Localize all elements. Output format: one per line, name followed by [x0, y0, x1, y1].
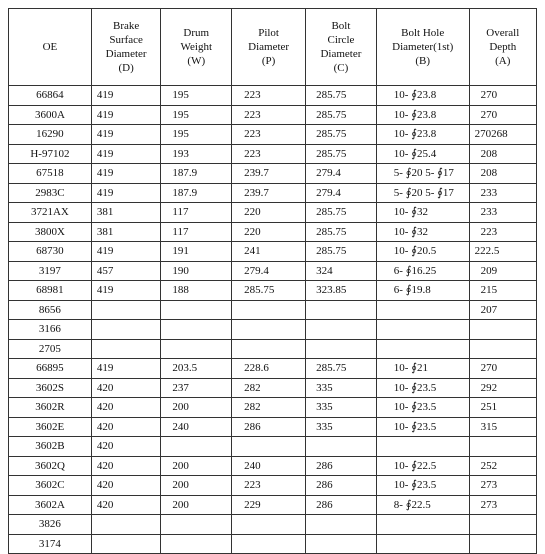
pilot-diameter-cell: 279.4	[232, 261, 306, 281]
bolt-circle-cell	[306, 515, 377, 535]
pilot-diameter-cell	[232, 515, 306, 535]
table-row	[9, 144, 537, 164]
table-row	[9, 476, 537, 496]
brake-surface-cell: 420	[91, 495, 161, 515]
oe-cell: 67518	[9, 164, 92, 184]
pilot-diameter-cell: 220	[232, 222, 306, 242]
brake-surface-cell: 419	[91, 242, 161, 262]
bolt-hole-cell: 6- ∮16.25	[376, 261, 469, 281]
pilot-diameter-cell	[232, 534, 306, 554]
overall-depth-cell	[469, 515, 536, 535]
overall-depth-cell: 252	[469, 456, 536, 476]
brake-surface-cell: 420	[91, 417, 161, 437]
overall-depth-cell: 270	[469, 359, 536, 379]
bolt-hole-cell	[376, 300, 469, 320]
bolt-circle-cell	[306, 300, 377, 320]
overall-depth-cell	[469, 320, 536, 340]
header-line: (A)	[495, 55, 511, 67]
header-line: (P)	[261, 55, 276, 67]
bolt-hole-cell: 10- ∮23.5	[376, 398, 469, 418]
bolt-hole-cell: 10- ∮23.5	[376, 417, 469, 437]
pilot-diameter-cell: 223	[232, 476, 306, 496]
pilot-diameter-cell: 223	[232, 125, 306, 145]
brake-surface-cell	[91, 339, 161, 359]
overall-depth-cell: 270	[469, 86, 536, 106]
bolt-circle-cell	[306, 437, 377, 457]
pilot-diameter-cell	[232, 437, 306, 457]
table-row	[9, 456, 537, 476]
bolt-circle-cell: 335	[306, 417, 377, 437]
header-line: (D)	[118, 62, 134, 74]
bolt-circle-cell: 279.4	[306, 164, 377, 184]
table-row	[9, 437, 537, 457]
drum-weight-cell	[161, 300, 232, 320]
drum-weight-cell: 200	[161, 495, 232, 515]
drum-weight-cell: 240	[161, 417, 232, 437]
bolt-hole-cell: 6- ∮19.8	[376, 281, 469, 301]
pilot-diameter-cell	[232, 300, 306, 320]
overall-depth-cell: 315	[469, 417, 536, 437]
bolt-hole-cell: 10- ∮23.5	[376, 378, 469, 398]
brake-surface-cell: 420	[91, 398, 161, 418]
bolt-hole-cell	[376, 437, 469, 457]
table-row	[9, 398, 537, 418]
oe-cell: H-97102	[9, 144, 92, 164]
oe-cell: 3602A	[9, 495, 92, 515]
overall-depth-cell: 222.5	[469, 242, 536, 262]
overall-depth-cell: 233	[469, 183, 536, 203]
table-row	[9, 534, 537, 554]
table-row	[9, 495, 537, 515]
pilot-diameter-cell: 239.7	[232, 183, 306, 203]
brake-surface-cell	[91, 534, 161, 554]
bolt-circle-cell	[306, 339, 377, 359]
drum-weight-cell	[161, 515, 232, 535]
bolt-hole-cell: 5- ∮20 5- ∮17	[376, 183, 469, 203]
bolt-hole-cell: 10- ∮21	[376, 359, 469, 379]
header-line: Diameter(1st)	[392, 41, 454, 53]
header-bolt-hole-diameter	[376, 9, 469, 86]
bolt-hole-cell: 10- ∮23.8	[376, 105, 469, 125]
bolt-circle-cell: 324	[306, 261, 377, 281]
drum-weight-cell: 195	[161, 86, 232, 106]
oe-cell: 3197	[9, 261, 92, 281]
overall-depth-cell	[469, 534, 536, 554]
bolt-circle-cell	[306, 534, 377, 554]
header-line: Brake	[113, 20, 140, 32]
bolt-hole-cell: 10- ∮23.5	[376, 476, 469, 496]
drum-weight-cell: 200	[161, 456, 232, 476]
header-line: Drum	[183, 27, 210, 39]
brake-surface-cell: 420	[91, 456, 161, 476]
table-row	[9, 164, 537, 184]
drum-weight-cell: 237	[161, 378, 232, 398]
table-row	[9, 300, 537, 320]
table-row	[9, 183, 537, 203]
overall-depth-cell: 251	[469, 398, 536, 418]
brake-surface-cell: 457	[91, 261, 161, 281]
table-row	[9, 242, 537, 262]
drum-weight-cell: 200	[161, 476, 232, 496]
header-line: Diameter	[248, 41, 290, 53]
oe-cell: 2983C	[9, 183, 92, 203]
pilot-diameter-cell: 228.6	[232, 359, 306, 379]
overall-depth-cell: 209	[469, 261, 536, 281]
bolt-circle-cell: 285.75	[306, 105, 377, 125]
bolt-circle-cell: 279.4	[306, 183, 377, 203]
overall-depth-cell: 270	[469, 105, 536, 125]
bolt-circle-cell: 285.75	[306, 86, 377, 106]
oe-cell: 3600A	[9, 105, 92, 125]
header-brake-surface-diameter	[91, 9, 161, 86]
overall-depth-cell: 292	[469, 378, 536, 398]
brake-surface-cell: 420	[91, 476, 161, 496]
brake-surface-cell: 381	[91, 203, 161, 223]
drum-weight-cell: 193	[161, 144, 232, 164]
table-body	[9, 86, 537, 554]
brake-surface-cell: 419	[91, 125, 161, 145]
header-line: Pilot	[258, 27, 279, 39]
header-drum-weight	[161, 9, 232, 86]
pilot-diameter-cell	[232, 339, 306, 359]
drum-weight-cell	[161, 320, 232, 340]
oe-cell: 3602Q	[9, 456, 92, 476]
bolt-hole-cell	[376, 320, 469, 340]
bolt-hole-cell: 10- ∮32	[376, 203, 469, 223]
bolt-circle-cell: 285.75	[306, 222, 377, 242]
oe-cell: 3166	[9, 320, 92, 340]
drum-weight-cell: 195	[161, 105, 232, 125]
table-row	[9, 515, 537, 535]
overall-depth-cell	[469, 339, 536, 359]
oe-cell: 8656	[9, 300, 92, 320]
header-line: Bolt	[331, 20, 351, 32]
bolt-hole-cell: 10- ∮20.5	[376, 242, 469, 262]
header-line: Circle	[327, 34, 355, 46]
oe-cell: 3602R	[9, 398, 92, 418]
bolt-hole-cell	[376, 515, 469, 535]
drum-weight-cell: 203.5	[161, 359, 232, 379]
bolt-hole-cell: 10- ∮23.8	[376, 125, 469, 145]
bolt-circle-cell: 323.85	[306, 281, 377, 301]
pilot-diameter-cell: 286	[232, 417, 306, 437]
drum-weight-cell: 200	[161, 398, 232, 418]
bolt-circle-cell: 285.75	[306, 242, 377, 262]
bolt-circle-cell: 335	[306, 398, 377, 418]
table-row	[9, 105, 537, 125]
oe-cell: 68981	[9, 281, 92, 301]
overall-depth-cell: 223	[469, 222, 536, 242]
drum-weight-cell	[161, 339, 232, 359]
header-line: (C)	[333, 62, 349, 74]
drum-weight-cell: 117	[161, 203, 232, 223]
brake-surface-cell: 420	[91, 378, 161, 398]
brake-surface-cell: 419	[91, 281, 161, 301]
bolt-circle-cell: 285.75	[306, 359, 377, 379]
table-row	[9, 378, 537, 398]
table-row	[9, 261, 537, 281]
oe-cell: 66864	[9, 86, 92, 106]
table-row	[9, 222, 537, 242]
drum-weight-cell: 188	[161, 281, 232, 301]
pilot-diameter-cell	[232, 320, 306, 340]
pilot-diameter-cell: 240	[232, 456, 306, 476]
bolt-circle-cell: 335	[306, 378, 377, 398]
brake-surface-cell: 419	[91, 359, 161, 379]
pilot-diameter-cell: 223	[232, 86, 306, 106]
bolt-circle-cell: 285.75	[306, 144, 377, 164]
bolt-circle-cell: 285.75	[306, 203, 377, 223]
brake-surface-cell: 419	[91, 144, 161, 164]
header-line: (B)	[415, 55, 431, 67]
bolt-hole-cell: 10- ∮23.8	[376, 86, 469, 106]
bolt-circle-cell	[306, 320, 377, 340]
brake-surface-cell	[91, 320, 161, 340]
pilot-diameter-cell: 282	[232, 398, 306, 418]
bolt-hole-cell: 10- ∮25.4	[376, 144, 469, 164]
overall-depth-cell: 215	[469, 281, 536, 301]
header-line: OE	[42, 41, 58, 53]
bolt-circle-cell: 286	[306, 495, 377, 515]
header-oe	[9, 9, 92, 86]
drum-weight-cell	[161, 437, 232, 457]
bolt-circle-cell: 286	[306, 476, 377, 496]
drum-weight-cell: 195	[161, 125, 232, 145]
oe-cell: 3721AX	[9, 203, 92, 223]
oe-cell: 16290	[9, 125, 92, 145]
header-pilot-diameter	[232, 9, 306, 86]
table-row	[9, 203, 537, 223]
oe-cell: 68730	[9, 242, 92, 262]
oe-cell: 3174	[9, 534, 92, 554]
pilot-diameter-cell: 241	[232, 242, 306, 262]
oe-cell: 3826	[9, 515, 92, 535]
pilot-diameter-cell: 223	[232, 105, 306, 125]
brake-surface-cell: 419	[91, 105, 161, 125]
header-line: Bolt Hole	[401, 27, 445, 39]
bolt-circle-cell: 286	[306, 456, 377, 476]
oe-cell: 3602C	[9, 476, 92, 496]
overall-depth-cell: 208	[469, 144, 536, 164]
oe-cell: 3602E	[9, 417, 92, 437]
brake-surface-cell: 420	[91, 437, 161, 457]
oe-cell: 2705	[9, 339, 92, 359]
overall-depth-cell: 208	[469, 164, 536, 184]
overall-depth-cell: 207	[469, 300, 536, 320]
brake-surface-cell: 419	[91, 164, 161, 184]
table-row	[9, 359, 537, 379]
drum-weight-cell: 187.9	[161, 164, 232, 184]
brake-surface-cell: 381	[91, 222, 161, 242]
drum-weight-cell: 190	[161, 261, 232, 281]
drum-weight-cell: 117	[161, 222, 232, 242]
overall-depth-cell: 273	[469, 495, 536, 515]
pilot-diameter-cell: 239.7	[232, 164, 306, 184]
overall-depth-cell: 233	[469, 203, 536, 223]
brake-surface-cell: 419	[91, 183, 161, 203]
bolt-hole-cell	[376, 339, 469, 359]
oe-cell: 3602B	[9, 437, 92, 457]
table-row	[9, 125, 537, 145]
brake-surface-cell	[91, 515, 161, 535]
bolt-hole-cell: 10- ∮32	[376, 222, 469, 242]
pilot-diameter-cell: 220	[232, 203, 306, 223]
oe-cell: 3602S	[9, 378, 92, 398]
overall-depth-cell: 273	[469, 476, 536, 496]
brake-surface-cell	[91, 300, 161, 320]
table-row	[9, 86, 537, 106]
overall-depth-cell: 270268	[469, 125, 536, 145]
pilot-diameter-cell: 282	[232, 378, 306, 398]
header-line: Weight	[180, 41, 213, 53]
oe-cell: 66895	[9, 359, 92, 379]
bolt-hole-cell: 8- ∮22.5	[376, 495, 469, 515]
drum-weight-cell: 187.9	[161, 183, 232, 203]
bolt-circle-cell: 285.75	[306, 125, 377, 145]
header-bolt-circle-diameter	[306, 9, 377, 86]
pilot-diameter-cell: 229	[232, 495, 306, 515]
table-row	[9, 339, 537, 359]
table-row	[9, 320, 537, 340]
brake-surface-cell: 419	[91, 86, 161, 106]
pilot-diameter-cell: 223	[232, 144, 306, 164]
table-row	[9, 417, 537, 437]
header-line: (W)	[187, 55, 206, 67]
bolt-hole-cell: 5- ∮20 5- ∮17	[376, 164, 469, 184]
drum-weight-cell	[161, 534, 232, 554]
overall-depth-cell	[469, 437, 536, 457]
bolt-hole-cell	[376, 534, 469, 554]
header-line: Diameter	[105, 48, 147, 60]
header-line: Surface	[109, 34, 143, 46]
pilot-diameter-cell: 285.75	[232, 281, 306, 301]
header-row	[9, 9, 537, 86]
brake-drum-spec-table	[8, 8, 537, 554]
drum-weight-cell: 191	[161, 242, 232, 262]
header-line: Depth	[489, 41, 517, 53]
header-overall-depth	[469, 9, 536, 86]
table-row	[9, 281, 537, 301]
header-line: Overall	[486, 27, 520, 39]
bolt-hole-cell: 10- ∮22.5	[376, 456, 469, 476]
header-line: Diameter	[320, 48, 362, 60]
oe-cell: 3800X	[9, 222, 92, 242]
